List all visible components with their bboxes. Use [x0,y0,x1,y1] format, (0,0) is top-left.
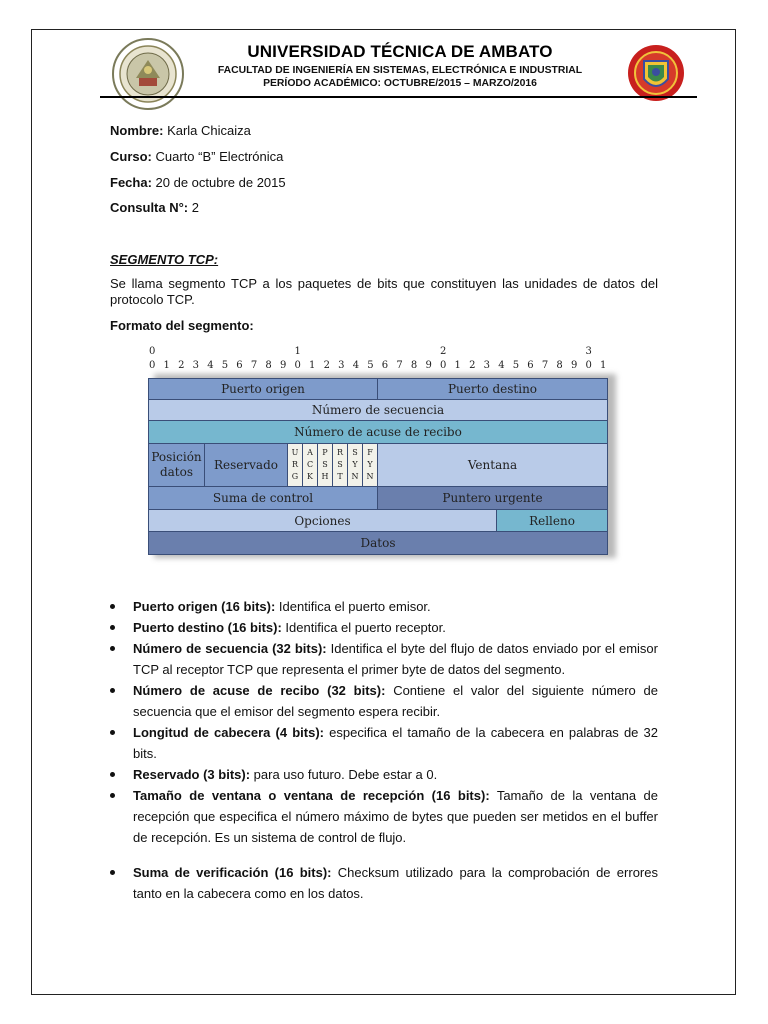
description-item [110,680,658,722]
description-term: Puerto destino (16 bits): [133,620,282,635]
description-item [110,638,658,680]
description-text: Identifica el byte del flujo de datos enviado por el emisor TCP al receptor TCP que representa el primer byte de datos del segmento. [133,641,658,677]
description-term: Puerto origen (16 bits): [133,599,276,614]
flag-letter: K [307,472,313,481]
dest-port-field: Puerto destino [377,378,608,400]
flag-letter: C [306,460,314,469]
description-text: para uso futuro. Debe estar a 0. [250,767,438,782]
description-term: Número de secuencia (32 bits): [133,641,327,656]
description-term: Suma de verificación (16 bits): [133,865,332,880]
university-title: UNIVERSIDAD TÉCNICA DE AMBATO [247,42,553,61]
flag-letter: R [291,460,299,469]
bit-unit-label: 6 [381,360,389,371]
flag-bit-cell [287,443,303,487]
bit-unit-label: 6 [236,360,243,371]
bit-unit-label: 4 [498,360,505,371]
name-field [110,123,251,138]
flag-letter: S [352,448,358,457]
description-text: especifica el tamaño de la cabecera en palabras de 32 bits. [133,725,658,761]
bit-unit-label: 8 [556,360,563,371]
bit-tens-label: 3 [585,346,592,357]
flag-bit-cell [302,443,318,487]
course-value: Cuarto “B” Electrónica [151,149,284,164]
window-field: Ventana [377,443,608,487]
urgent-pointer-field: Puntero urgente [377,486,608,510]
data-offset-field: Posición datos [148,443,205,487]
bit-unit-label: 3 [338,360,345,371]
checksum-field: Suma de control [148,486,378,510]
bit-unit-label: 7 [396,360,403,371]
description-term: Número de acuse de recibo (32 bits): [133,683,386,698]
date-label: Fecha: [110,175,152,190]
faculty-name: FACULTAD DE INGENIERÍA EN SISTEMAS, ELECTRÓNICA E INDUSTRIAL [217,65,583,76]
flag-letter: S [322,460,328,469]
field-description-list [110,596,658,904]
date-field [110,175,286,190]
bullet-dot-icon [110,688,115,693]
description-item [110,764,658,785]
flag-letter: Y [367,460,373,469]
tcp-segment-diagram [146,346,616,558]
course-label: Curso: [110,149,152,164]
flag-bit-cell [332,443,348,487]
source-port-field: Puerto origen [148,378,378,400]
header-divider [100,96,697,98]
bullet-dot-icon [110,772,115,777]
bit-unit-label: 7 [541,360,549,371]
bit-unit-label: 0 [294,360,301,371]
bit-unit-label: 5 [512,360,520,371]
bit-unit-label: 2 [323,360,330,371]
ack-number-field: Número de acuse de recibo [148,420,608,444]
bit-unit-label: 3 [192,360,200,371]
bit-unit-label: 0 [440,360,447,371]
description-text: Identifica el puerto emisor. [275,599,431,614]
name-label: Nombre: [110,123,164,138]
flag-letter: H [321,472,329,481]
bit-unit-label: 2 [178,360,185,371]
description-item [110,596,658,617]
flag-letter: F [367,448,373,457]
bullet-dot-icon [110,793,115,798]
bullet-dot-icon [110,730,115,735]
flag-letter: N [366,472,374,481]
bullet-dot-icon [110,625,115,630]
date-value: 20 de octubre de 2015 [151,175,286,190]
description-text: Identifica el puerto receptor. [281,620,446,635]
flag-letter: G [291,472,299,481]
academic-period: PERÍODO ACADÉMICO: OCTUBRE/2015 – MARZO/2016 [263,78,537,89]
bit-unit-label: 8 [410,360,418,371]
query-field [110,200,199,215]
university-seal-logo [112,38,184,110]
intro-paragraph: Se llama segmento TCP a los paquetes de bits que constituyen las unidades de datos del protocolo TCP. [110,276,658,307]
bit-unit-label: 1 [600,360,607,371]
section-title: SEGMENTO TCP: [110,252,219,267]
query-label: Consulta N°: [110,200,189,215]
bit-unit-label: 3 [483,360,491,371]
description-text: Tamaño de la ventana de recepción que especifica el número máximo de bytes que pueden ser metidos en el buffer de recepción. Es un sistema de control de flujo. [133,788,659,845]
description-item [110,785,658,848]
faculty-crest-logo [627,37,685,109]
bit-unit-label: 1 [454,360,461,371]
course-field [110,149,283,164]
flag-bit-cell [317,443,333,487]
description-term: Reservado (3 bits): [133,767,251,782]
flag-letter: R [336,448,344,457]
description-item [110,862,658,904]
description-item [110,617,658,638]
bullet-dot-icon [110,870,115,875]
format-subtitle: Formato del segmento: [110,318,254,333]
name-value: Karla Chicaiza [163,123,251,138]
flag-letter: U [291,448,299,457]
bit-unit-label: 5 [221,360,229,371]
bit-tens-label: 0 [149,346,156,357]
bit-unit-label: 2 [469,360,476,371]
flag-letter: A [307,448,313,457]
document-header [200,42,600,89]
flag-bit-cell [347,443,363,487]
bit-unit-label: 4 [207,360,214,371]
bit-unit-label: 8 [265,360,272,371]
seq-number-field: Número de secuencia [148,399,608,421]
flag-letter: T [337,472,343,481]
description-item [110,722,658,764]
flag-bit-cell [362,443,378,487]
bit-unit-label: 9 [425,360,432,371]
options-field: Opciones [148,509,497,532]
description-term: Tamaño de ventana o ventana de recepción (16 bits): [133,788,490,803]
bit-tens-label: 1 [294,346,301,357]
description-term: Longitud de cabecera (4 bits): [133,725,325,740]
description-text: Checksum utilizado para la comprobación de errores tanto en la cabecera como en los datos. [133,865,658,901]
bit-unit-label: 7 [250,360,258,371]
bit-tens-label: 2 [440,346,447,357]
flag-letter: P [322,448,328,457]
bullet-dot-icon [110,604,115,609]
reserved-field: Reservado [204,443,288,487]
bit-unit-label: 0 [149,360,156,371]
bit-unit-label: 4 [352,360,360,371]
bit-unit-label: 9 [279,360,287,371]
flag-letter: Y [352,460,358,469]
data-field: Datos [148,531,608,555]
padding-field: Relleno [496,509,608,532]
bit-unit-label: 6 [527,360,534,371]
bullet-dot-icon [110,646,115,651]
description-text: Contiene el valor del siguiente número de secuencia que el emisor del segmento espera recibir. [133,683,658,719]
bit-unit-label: 1 [163,360,170,371]
bit-unit-label: 5 [367,360,374,371]
bit-unit-label: 0 [585,360,592,371]
flag-letter: N [351,472,359,481]
bit-unit-label: 9 [570,360,578,371]
bit-unit-label: 1 [309,360,316,371]
flag-letter: S [337,460,343,469]
query-value: 2 [188,200,199,215]
